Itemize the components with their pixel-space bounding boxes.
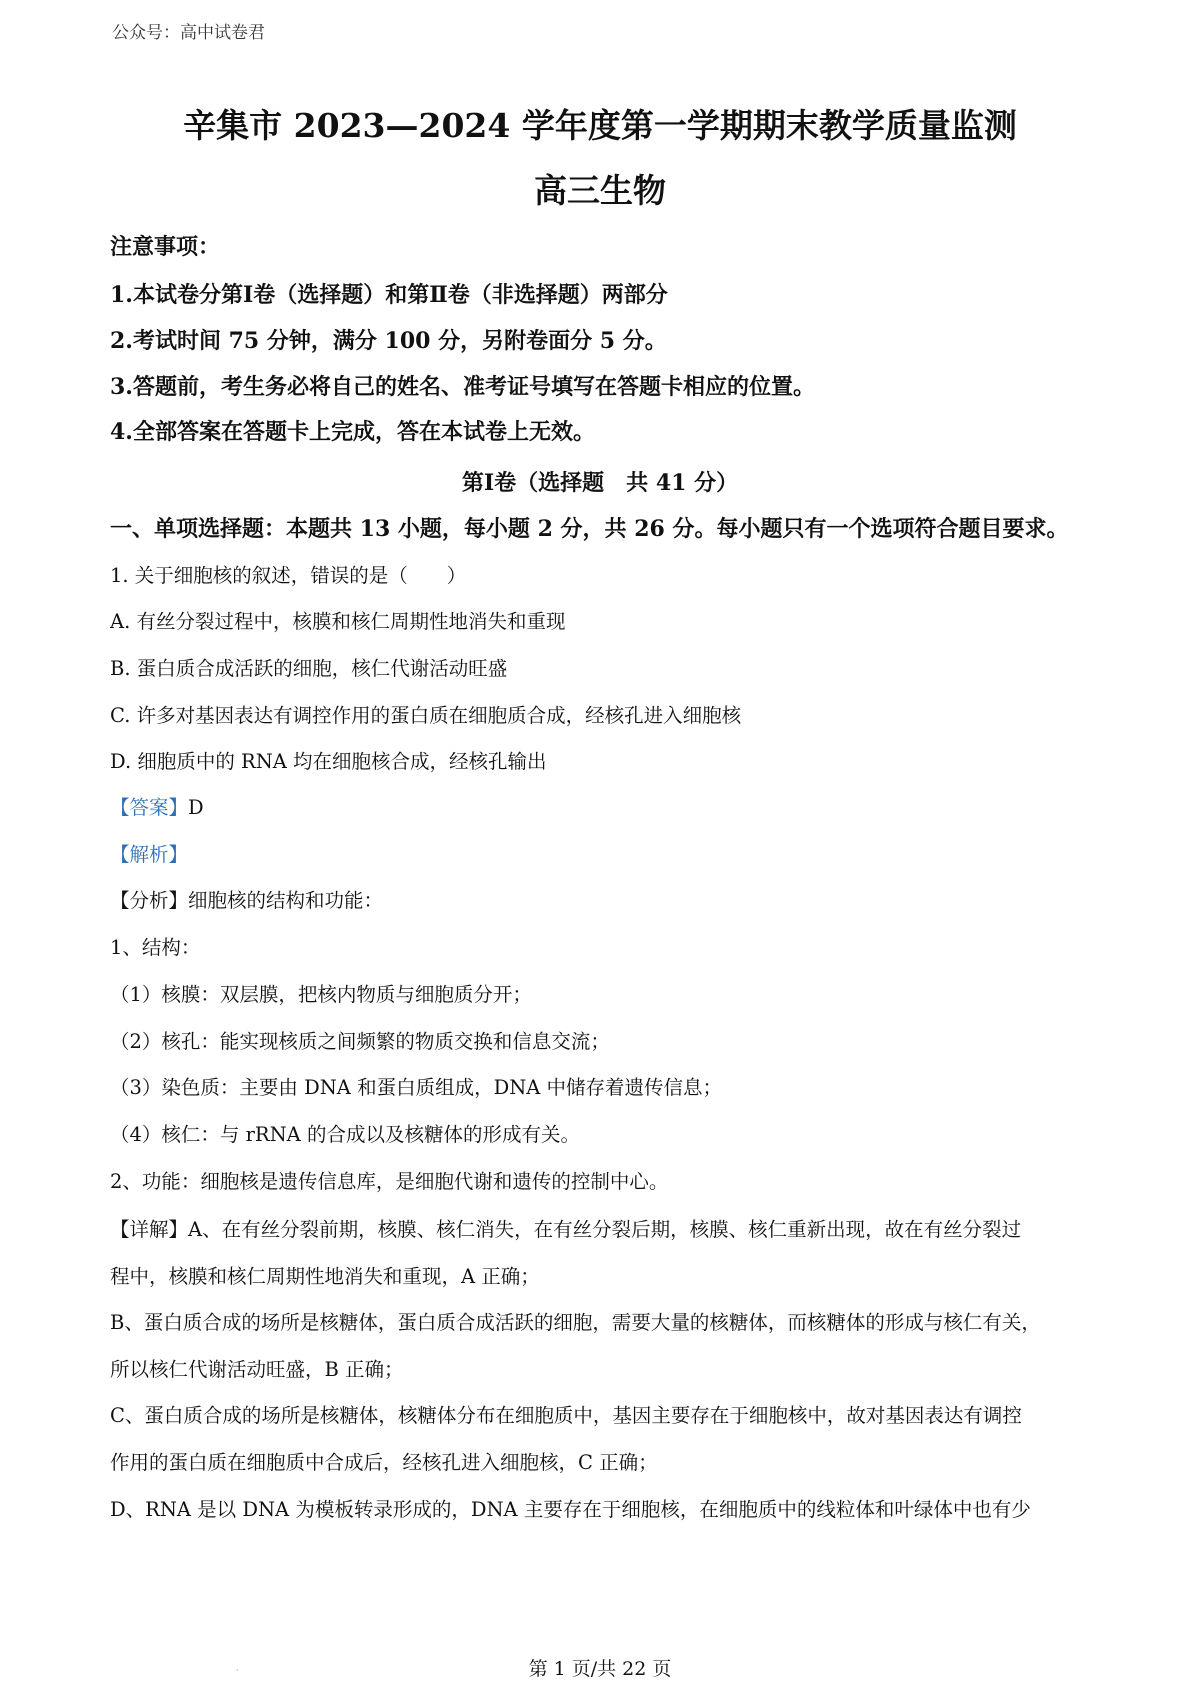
detail-line: 【详解】A、在有丝分裂前期，核膜、核仁消失，在有丝分裂后期，核膜、核仁重新出现，故在有丝分裂过 xyxy=(110,1218,1022,1241)
footer-dot: · xyxy=(236,1666,239,1675)
notice-item: 1.本试卷分第Ⅰ卷（选择题）和第Ⅱ卷（非选择题）两部分 xyxy=(110,282,668,308)
section-title: 第Ⅰ卷（选择题 共 41 分） xyxy=(461,470,739,496)
detail-line: 作用的蛋白质在细胞质中合成后，经核孔进入细胞核，C 正确； xyxy=(110,1451,658,1474)
part-heading: 一、单项选择题：本题共 13 小题，每小题 2 分，共 26 分。每小题只有一个选项符合题目要求。 xyxy=(110,516,1069,542)
analysis-line: （3）染色质：主要由 DNA 和蛋白质组成，DNA 中储存着遗传信息； xyxy=(110,1076,723,1099)
header-note: 公众号：高中试卷君 xyxy=(112,23,265,43)
analysis-tag: 【解析】 xyxy=(110,843,189,866)
option-b: B. 蛋白质合成活跃的细胞，核仁代谢活动旺盛 xyxy=(110,657,508,680)
detail-line: 程中，核膜和核仁周期性地消失和重现，A 正确； xyxy=(110,1265,540,1288)
analysis-line: （2）核孔：能实现核质之间频繁的物质交换和信息交流； xyxy=(110,1030,610,1053)
question-stem: 1. 关于细胞核的叙述，错误的是（ ） xyxy=(110,564,467,587)
notice-item: 4.全部答案在答题卡上完成，答在本试卷上无效。 xyxy=(110,419,595,445)
notice-item: 3.答题前，考生务必将自己的姓名、准考证号填写在答题卡相应的位置。 xyxy=(110,374,815,400)
analysis-line: 【分析】细胞核的结构和功能： xyxy=(110,889,384,912)
notice-item: 2.考试时间 75 分钟，满分 100 分，另附卷面分 5 分。 xyxy=(110,328,667,354)
page-number: 第 1 页/共 22 页 xyxy=(528,1658,672,1680)
option-a: A. 有丝分裂过程中，核膜和核仁周期性地消失和重现 xyxy=(110,610,566,633)
analysis-line: （1）核膜：双层膜，把核内物质与细胞质分开； xyxy=(110,983,532,1006)
exam-title: 辛集市 2023—2024 学年度第一学期期末教学质量监测 xyxy=(183,106,1017,145)
detail-line: B、蛋白质合成的场所是核糖体，蛋白质合成活跃的细胞，需要大量的核糖体，而核糖体的形成与核仁有关， xyxy=(110,1311,1041,1334)
analysis-line: （4）核仁：与 rRNA 的合成以及核糖体的形成有关。 xyxy=(110,1123,580,1146)
option-d: D. 细胞质中的 RNA 均在细胞核合成，经核孔输出 xyxy=(110,750,547,773)
analysis-line: 1、结构： xyxy=(110,936,201,959)
answer-line xyxy=(110,792,204,820)
detail-line: D、RNA 是以 DNA 为模板转录形成的，DNA 主要存在于细胞核，在细胞质中的线粒体和叶绿体中也有少 xyxy=(110,1498,1031,1521)
detail-line: C、蛋白质合成的场所是核糖体，核糖体分布在细胞质中，基因主要存在于细胞核中，故对基因表达有调控 xyxy=(110,1404,1022,1427)
subject-title: 高三生物 xyxy=(534,171,666,210)
answer-value: D xyxy=(188,796,204,819)
detail-line: 所以核仁代谢活动旺盛，B 正确； xyxy=(110,1358,404,1381)
option-c: C. 许多对基因表达有调控作用的蛋白质在细胞质合成，经核孔进入细胞核 xyxy=(110,704,742,727)
analysis-line: 2、功能：细胞核是遗传信息库，是细胞代谢和遗传的控制中心。 xyxy=(110,1170,669,1193)
answer-tag: 【答案】 xyxy=(110,796,189,819)
notice-heading: 注意事项： xyxy=(110,234,221,260)
